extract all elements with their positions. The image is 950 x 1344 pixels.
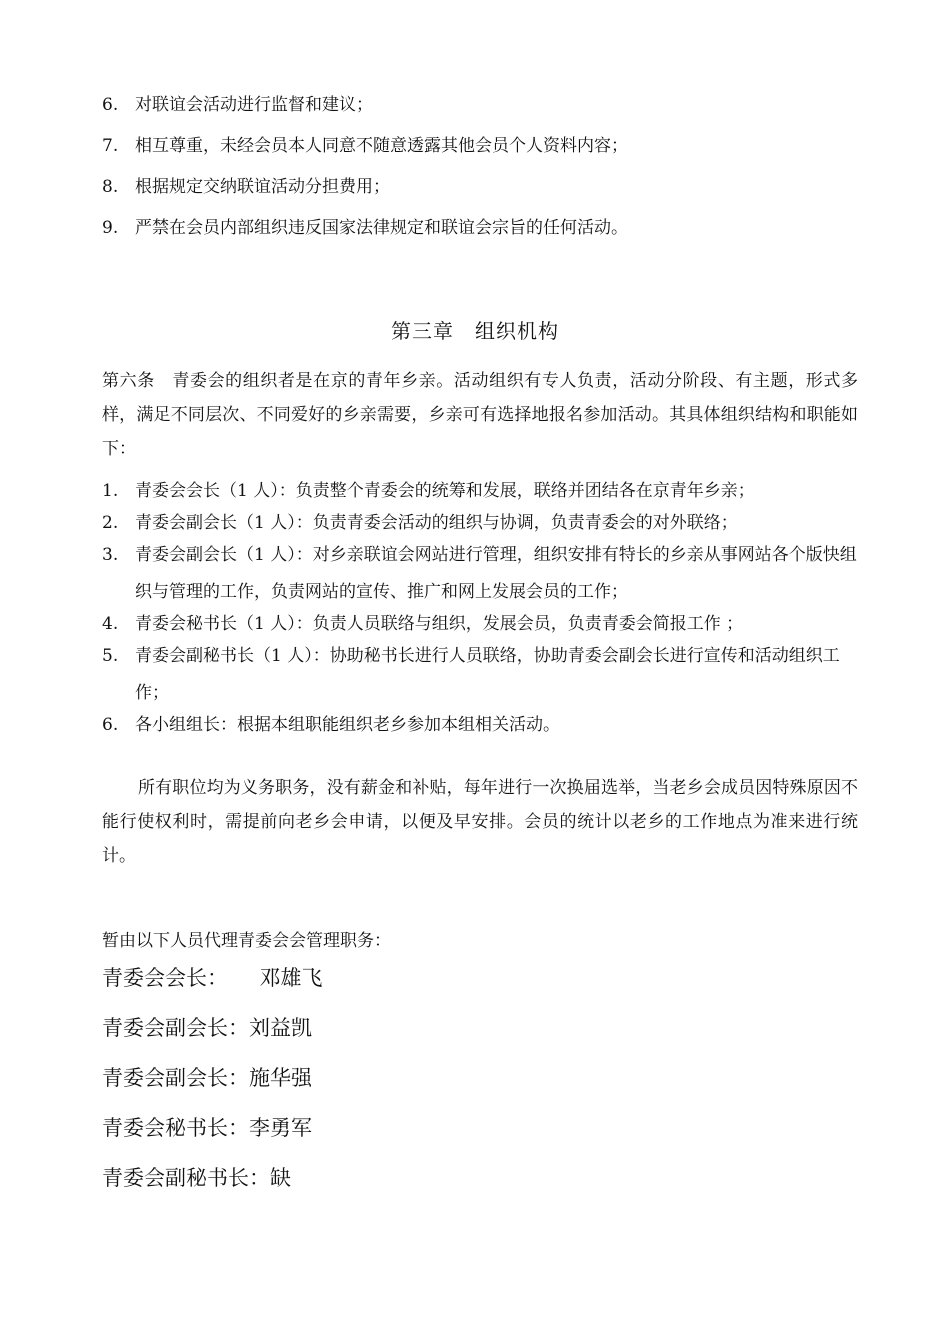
roster-row: 青委会副会长：施华强 — [102, 1066, 312, 1090]
list-item-number: 2. — [102, 513, 119, 533]
list-item-number: 1. — [102, 481, 119, 501]
list-item-number: 6. — [102, 95, 119, 115]
list-item-text: 青委会副会长（1 人）：对乡亲联谊会网站进行管理，组织安排有特长的乡亲从事网站各个版快组织与管理的工作，负责网站的宣传、推广和网上发展会员的工作； — [135, 545, 857, 602]
list-item-number: 9. — [102, 218, 119, 238]
list-item-number: 6. — [102, 715, 119, 735]
list-item-text: 青委会副秘书长（1 人）：协助秘书长进行人员联络，协助青委会副会长进行宣传和活动组织工作； — [135, 646, 840, 703]
list-item-text: 青委会会长（1 人）：负责整个青委会的统筹和发展，联络并团结各在京青年乡亲； — [135, 481, 755, 501]
interim-note: 暂由以下人员代理青委会会管理职务： — [102, 931, 391, 951]
member-obligations-list — [102, 92, 862, 256]
roster-row: 青委会会长： 邓雄飞 — [102, 966, 323, 990]
organization-roles-list — [102, 478, 862, 744]
list-item-text: 各小组组长：根据本组职能组织老乡参加本组相关活动。 — [135, 715, 560, 735]
article-six-paragraph: 第六条 青委会的组织者是在京的青年乡亲。活动组织有专人负责，活动分阶段、有主题，形式多样，满足不同层次、不同爱好的乡亲需要，乡亲可有选择地报名参加活动。其具体组织结构和职能如下： — [102, 371, 858, 459]
closing-paragraph: 所有职位均为义务职务，没有薪金和补贴，每年进行一次换届选举，当老乡会成员因特殊原因不能行使权利时，需提前向老乡会申请，以便及早安排。会员的统计以老乡的工作地点为准来进行统计。 — [102, 778, 858, 866]
list-item-text: 青委会秘书长（1 人）：负责人员联络与组织，发展会员，负责青委会简报工作 ； — [135, 614, 744, 634]
roster-row: 青委会副秘书长：缺 — [102, 1166, 291, 1190]
list-item — [102, 215, 862, 246]
acting-officers-roster — [102, 958, 702, 1208]
list-item-number: 3. — [102, 545, 119, 565]
list-item-text: 根据规定交纳联谊活动分担费用； — [135, 177, 390, 197]
list-item-number: 4. — [102, 614, 119, 634]
list-item — [102, 712, 862, 744]
list-item — [102, 133, 862, 164]
roster-row: 青委会副会长：刘益凯 — [102, 1016, 312, 1040]
list-item-text: 严禁在会员内部组织违反国家法律规定和联谊会宗旨的任何活动。 — [135, 218, 628, 238]
list-item-number: 7. — [102, 136, 119, 156]
list-item-number: 5. — [102, 646, 119, 666]
list-item-text: 相互尊重，未经会员本人同意不随意透露其他会员个人资料内容； — [135, 136, 628, 156]
list-item — [102, 92, 862, 123]
list-item-text: 青委会副会长（1 人）：负责青委会活动的组织与协调，负责青委会的对外联络； — [135, 513, 738, 533]
list-item — [102, 643, 862, 712]
roster-row: 青委会秘书长：李勇军 — [102, 1116, 312, 1140]
chapter-title: 第三章 组织机构 — [391, 319, 559, 343]
list-item — [102, 174, 862, 205]
list-item-number: 8. — [102, 177, 119, 197]
list-item — [102, 542, 862, 611]
list-item-text: 对联谊会活动进行监督和建议； — [135, 95, 373, 115]
